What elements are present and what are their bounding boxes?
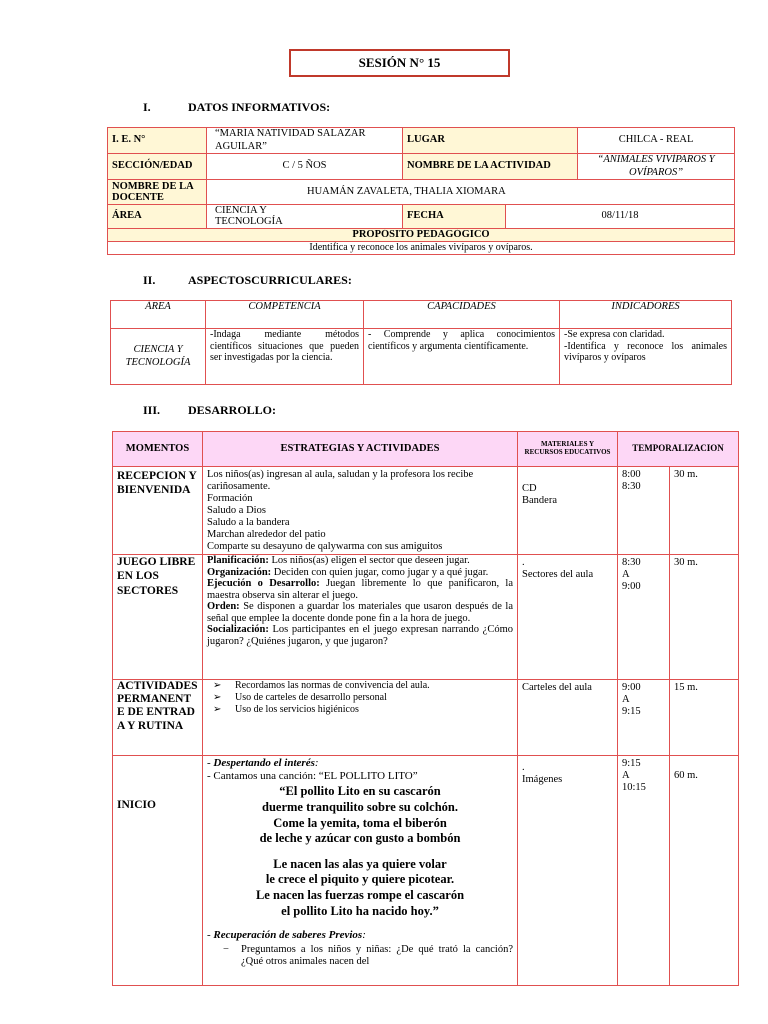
fecha-label: FECHA bbox=[403, 205, 506, 229]
lugar-value: CHILCA - REAL bbox=[578, 128, 735, 154]
inicio-hora: 9:15 A 10:15 bbox=[618, 756, 670, 986]
recepcion-duracion: 30 m. bbox=[670, 467, 739, 555]
ie-value: “MARÍA NATIVIDAD SALAZAR AGUILAR” bbox=[207, 128, 403, 154]
momento-juego: JUEGO LIBRE EN LOS SECTORES bbox=[113, 555, 203, 680]
juego-materiales: . Sectores del aula bbox=[518, 555, 618, 680]
lugar-label: LUGAR bbox=[403, 128, 578, 154]
actividad-value: “ANIMALES VIVÍPAROS Y OVÍPAROS” bbox=[578, 154, 735, 180]
ie-label: I. E. N° bbox=[108, 128, 207, 154]
datos-table bbox=[107, 127, 735, 255]
song-stanza-1: “El pollito Lito en su cascarón duerme tranquilito sobre su colchón. Come la yemita, toma el biberón de leche y azúcar con gusto a bombón bbox=[259, 784, 461, 846]
header-materiales: MATERIALES Y RECURSOS EDUCATIVOS bbox=[518, 432, 618, 467]
proposito-label: PROPÓSITO PEDAGÓGICO bbox=[108, 229, 735, 242]
header-competencia: COMPETENCIA bbox=[206, 301, 364, 329]
desarrollo-table bbox=[112, 431, 739, 986]
curriculares-table bbox=[110, 300, 732, 385]
area-label: ÁREA bbox=[108, 205, 207, 229]
header-area: ÁREA bbox=[111, 301, 206, 329]
actividades-duracion: 15 m. bbox=[670, 680, 739, 756]
actividad-label: NOMBRE DE LA ACTIVIDAD bbox=[403, 154, 578, 180]
curricular-competencia: -Indaga mediante métodos científicos situaciones que pueden ser investigadas por la ciencia. bbox=[206, 329, 364, 385]
section-heading-1: I. DATOS INFORMATIVOS: bbox=[143, 100, 331, 114]
juego-actividades: Planificación: Los niños(as) eligen el sector que deseen jugar. Organización: Deciden con quien jugar, como jugar y a qué jugar. Ejecución o Desarrollo: Juegan libremente lo que panificaron, la maestra observa sin alterar el juego. Orden: Se disponen a guardar los materiales que usaron después de la señal que emplee la docente donde pone fin a la hora de juego. Socialización: Los participantes en el juego expresan narrando ¿Cómo jugaron? ¿Quiénes jugaron, y que jugaron? bbox=[203, 555, 518, 680]
actividad-item: ➢ Recordamos las normas de convivencia del aula. bbox=[235, 680, 513, 692]
section-heading-3: III. DESARROLLO: bbox=[143, 403, 277, 417]
actividades-lista bbox=[203, 680, 518, 756]
proposito-value: Identifica y reconoce los animales vivíparos y ovíparos. bbox=[108, 242, 735, 255]
actividades-hora: 9:00 A 9:15 bbox=[618, 680, 670, 756]
area-value: CIENCIA Y TECNOLOGÍA bbox=[207, 205, 403, 229]
actividad-item: ➢ Uso de los servicios higiénicos bbox=[235, 704, 513, 716]
seccion-value: C / 5 ÑOS bbox=[207, 154, 403, 180]
section-heading-2: II. ASPECTOSCURRICULARES: bbox=[143, 273, 352, 287]
inicio-duracion: 60 m. bbox=[670, 756, 739, 986]
recepcion-materiales: CD Bandera bbox=[518, 467, 618, 555]
session-title: SESIÓN N° 15 bbox=[289, 49, 510, 77]
juego-duracion: 30 m. bbox=[670, 555, 739, 680]
inicio-actividades: - Despertando el interés: - Cantamos una canción: “EL POLLITO LITO” “El pollito Lito en su cascarón duerme tranquilito sobre su colchón. Come la yemita, toma el biberón de leche y azúcar con gusto a bombón Le nacen las alas ya quiere volar le crece el piquito y quiere picotear. Le nacen las fuerzas rompe el cascarón el pollito Lito ha nacido hoy.” - Recuperación de saberes Previos: − Preguntamos a los niños y niñas: ¿De qué trató la canción? ¿Qué otros animales nacen del bbox=[203, 756, 518, 986]
momento-recepcion: RECEPCION Y BIENVENIDA bbox=[113, 467, 203, 555]
juego-hora: 8:30 A 9:00 bbox=[618, 555, 670, 680]
fecha-value: 08/11/18 bbox=[506, 205, 735, 229]
curricular-indicadores: -Se expresa con claridad. -Identifica y reconoce los animales vivíparos y ovíparos bbox=[560, 329, 732, 385]
recepcion-hora: 8:00 8:30 bbox=[618, 467, 670, 555]
curricular-area: CIENCIA Y TECNOLOGÍA bbox=[111, 329, 206, 385]
inicio-materiales: . Imágenes bbox=[518, 756, 618, 986]
header-indicadores: INDICADORES bbox=[560, 301, 732, 329]
momento-actividades: ACTIVIDADES PERMANENTE DE ENTRADA Y RUTINA bbox=[113, 680, 203, 756]
curricular-capacidades: - Comprende y aplica conocimientos científicos y argumenta científicamente. bbox=[364, 329, 560, 385]
header-momentos: MOMENTOS bbox=[113, 432, 203, 467]
header-tiempo: TEMPORALIZACION bbox=[618, 432, 739, 467]
momento-inicio: INICIO bbox=[113, 756, 203, 986]
header-capacidades: CAPACIDADES bbox=[364, 301, 560, 329]
recepcion-actividades: Los niños(as) ingresan al aula, saludan y la profesora los recibe cariñosamente. Formación Saludo a Dios Saludo a la bandera Marchan alrededor del patio Comparte su desayuno de qalywarma con sus amiguitos bbox=[203, 467, 518, 555]
docente-value: HUAMÁN ZAVALETA, THALIA XIOMARA bbox=[207, 180, 735, 205]
song-stanza-2: Le nacen las alas ya quiere volar le crece el piquito y quiere picotear. Le nacen las fuerzas rompe el cascarón el pollito Lito ha nacido hoy.” bbox=[255, 856, 465, 918]
docente-label: NOMBRE DE LA DOCENTE bbox=[108, 180, 207, 205]
seccion-label: SECCIÓN/EDAD bbox=[108, 154, 207, 180]
actividades-materiales: Carteles del aula bbox=[518, 680, 618, 756]
actividad-item: ➢ Uso de carteles de desarrollo personal bbox=[235, 692, 513, 704]
header-estrategias: ESTRATEGIAS Y ACTIVIDADES bbox=[203, 432, 518, 467]
